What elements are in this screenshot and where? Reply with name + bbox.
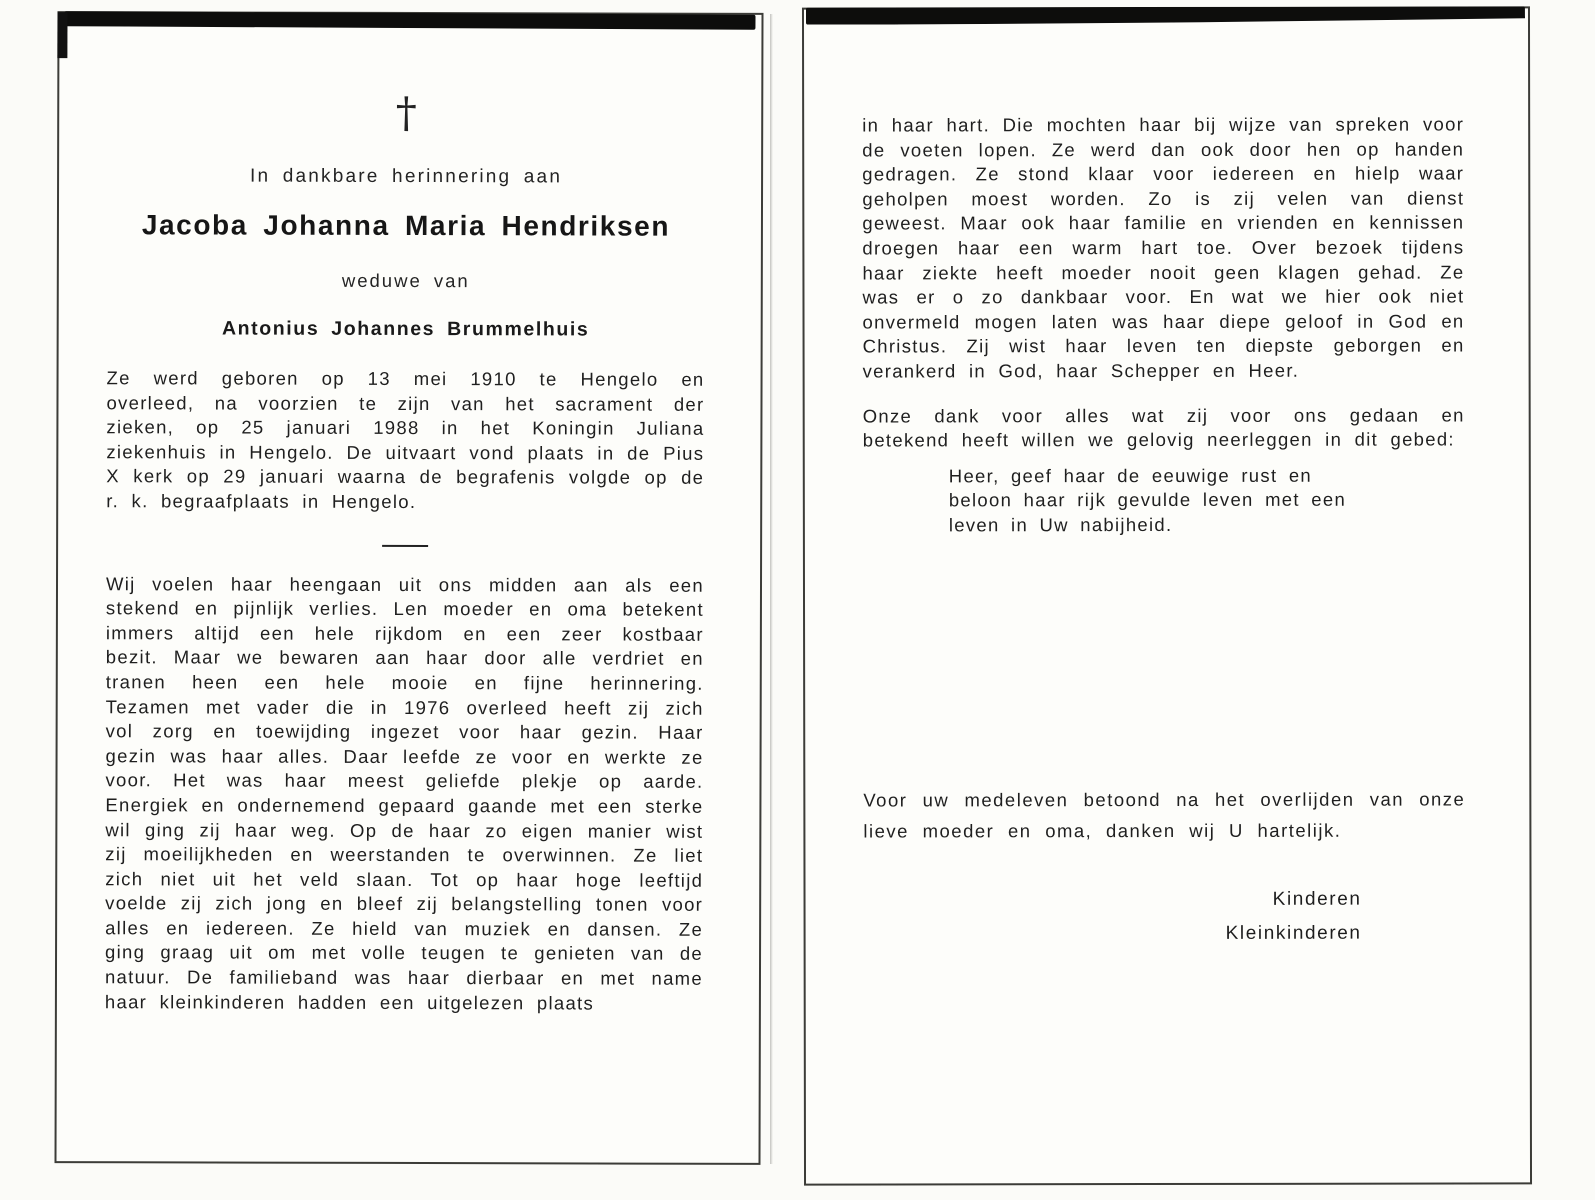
prayer-paragraph: Heer, geef haar de eeuwige rust en beloon haar rijk gevulde leven met een leven in Uw nabijheid. (948, 464, 1347, 536)
continuation-paragraph: in haar hart. Die mochten haar bij wijze van spreken voor de voeten lopen. Ze werd dan ook door hen op handen gedragen. Ze stond klaar voor iedereen en hielp waar geholpen moest worden. Zo is zij velen van dienst geweest. Maar ook haar familie en vrienden en kennissen droegen haar een warm hart toe. Over bezoek tijdens haar ziekte heeft moeder nooit geen klagen gehad. Ze was er o zo dankbaar voor. En wat we hier ook niet onvermeld mogen laten was haar diepe geloof in God en Christus. Zij wist haar leven ten diepste geborgen en verankerd in God, haar Schepper en Heer. (862, 113, 1465, 382)
cross-icon: † (395, 87, 417, 138)
memorial-card-page-right (802, 6, 1532, 1185)
gratitude-paragraph: Onze dank voor alles wat zij voor ons gedaan en betekend heeft willen we gelovig neerleggen in dit gebed: (862, 404, 1465, 451)
page-left-content (57, 13, 762, 1016)
scan-edge-corner-left (57, 12, 67, 58)
scan-gap-shadow (770, 14, 773, 1164)
page-right-content (804, 8, 1530, 951)
divider-line (382, 544, 428, 546)
thanks-paragraph: Voor uw medeleven betoond na het overlijden van onze lieve moeder en oma, danken wij U hartelijk. (863, 787, 1466, 842)
signature-children: Kinderen (1272, 888, 1362, 910)
memorial-paragraph: Wij voelen haar heengaan uit ons midden aan als een stekend en pijnlijk verlies. Len moeder en oma betekent immers altijd een hele rijkdom en een zeer kostbaar bezit. Maar we bewaren aan haar door alle verdriet en tranen heen een hele mooie en fijne herinnering. Tezamen met vader die in 1976 overleed heeft zij zich vol zorg en toewijding ingezet voor haar gezin. Haar gezin was haar alles. Daar leefde ze voor en werkte ze voor. Het was haar meest geliefde plekje op aarde. Energiek en ondernemend gepaard gaande met een sterke wil ging zij haar weg. Op de haar zo eigen manier wist zij moeilijkheden en weerstanden te overwinnen. Ze liet zich niet uit het veld slaan. Tot op haar hoge leeftijd voelde zij zich jong en bleef zij belangstelling tonen voor alles en iedereen. Ze hield van muziek en dansen. Ze ging graag uit om met volle teugen te genieten van de natuur. De familieband was haar dierbaar en met name haar kleinkinderen hadden een uitgelezen plaats (104, 572, 705, 1014)
intro-line: In dankbare herinnering aan (250, 165, 563, 188)
memorial-card-page-left (54, 11, 763, 1165)
widow-of-line: weduwe van (341, 269, 470, 292)
signatures-block (864, 882, 1466, 951)
signature-grandchildren: Kleinkinderen (1225, 922, 1362, 944)
husband-name: Antonius Johannes Brummelhuis (221, 317, 590, 341)
deceased-name: Jacoba Johanna Maria Hendriksen (141, 209, 671, 242)
life-dates-paragraph: Ze werd geboren op 13 mei 1910 te Hengelo en overleed, na voorzien te zijn van het sacrament der zieken, op 25 januari 1988 in het Koningin Juliana ziekenhuis in Hengelo. De uitvaart vond plaats in de Pius X kerk op 29 januari waarna de begrafenis volgde op de r. k. begraafplaats in Hengelo. (106, 367, 705, 512)
